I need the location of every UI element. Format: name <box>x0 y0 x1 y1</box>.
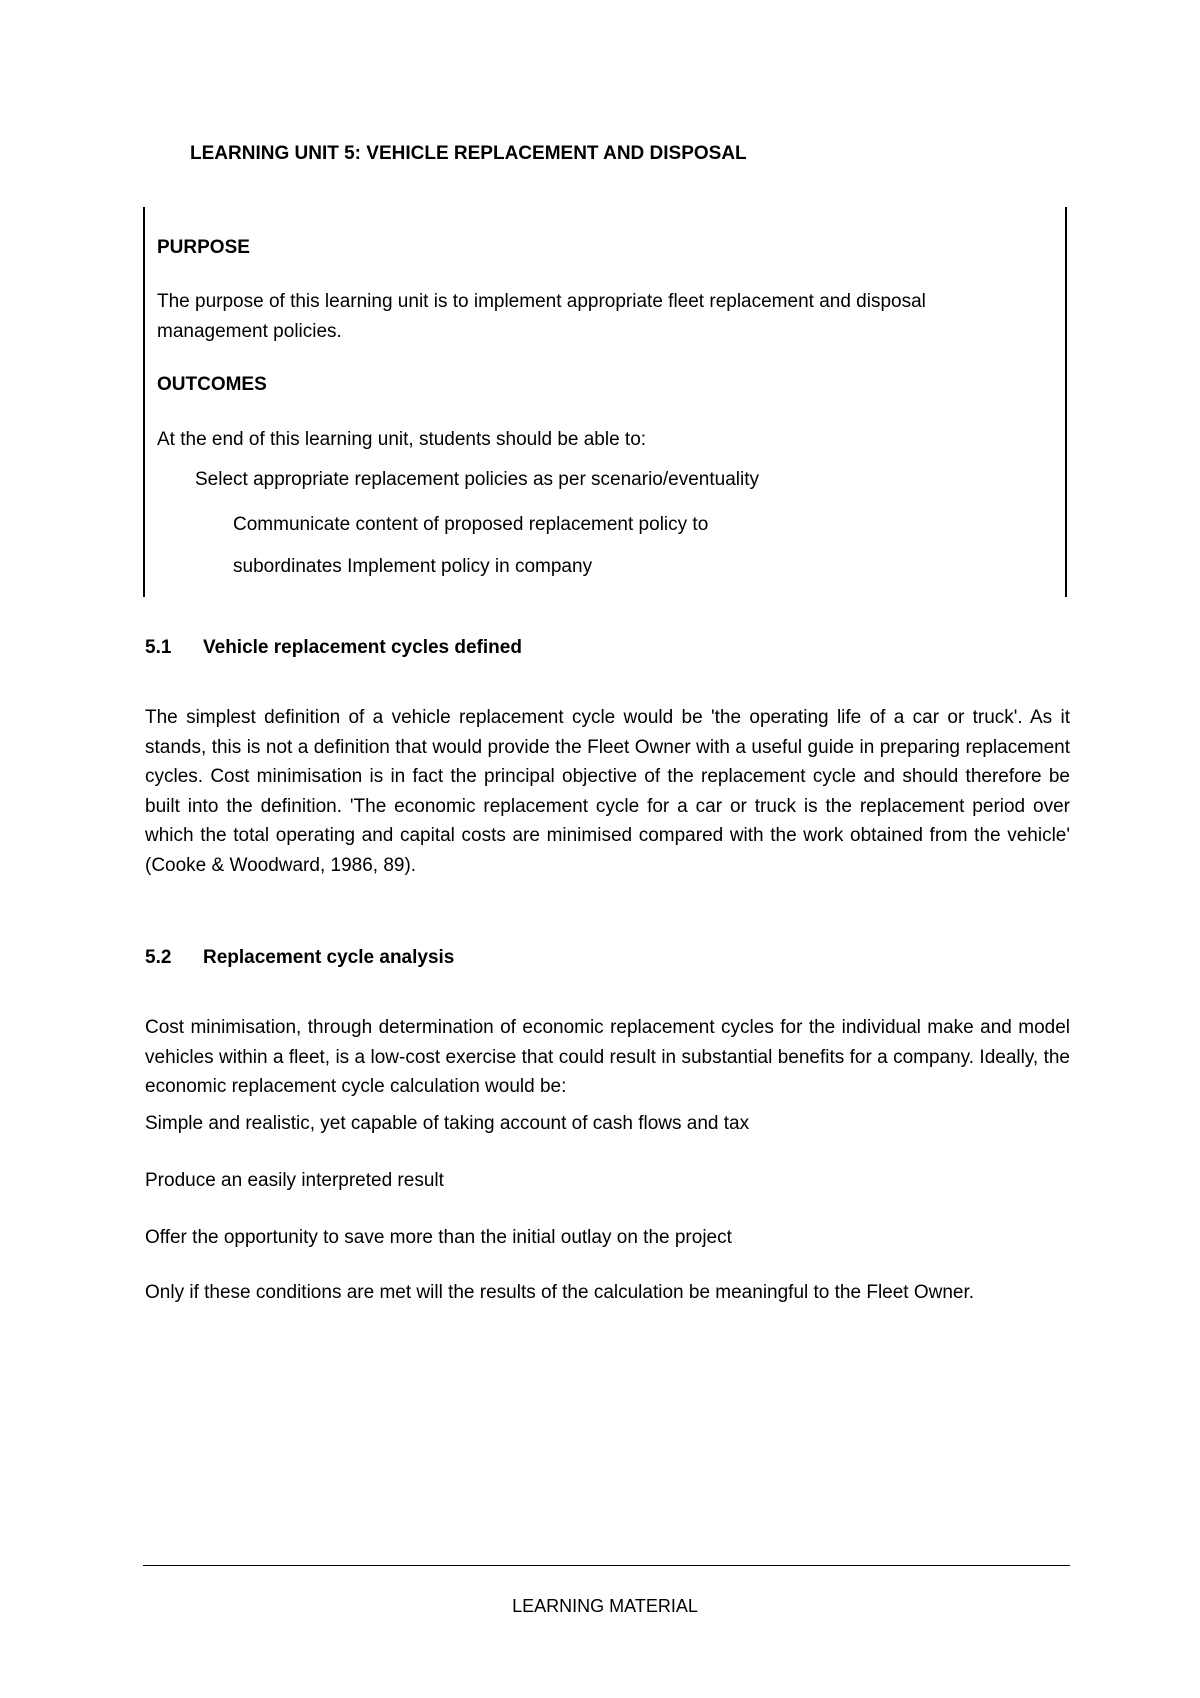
conclusion-paragraph: Only if these conditions are met will the results of the calculation be meaningful to the Fleet Owner. <box>145 1282 975 1303</box>
purpose-heading: PURPOSE <box>157 237 250 258</box>
outcomes-heading: OUTCOMES <box>157 374 267 395</box>
section-title: Replacement cycle analysis <box>203 947 455 968</box>
section-title: Vehicle replacement cycles defined <box>203 637 522 658</box>
section-paragraph: The simplest definition of a vehicle replacement cycle would be 'the operating life of a car or truck'. As it stands, this is not a definition that would provide the Fleet Owner with a useful guide in preparing replacement cycles. Cost minimisation is in fact the principal objective of the replacement cycle and should therefore be built into the definition. 'The economic replacement cycle for a car or truck is the replacement period over which the total operating and capital costs are minimised compared with the work obtained from the vehicle' (Cooke & Woodward, 1986, 89). <box>145 707 1070 876</box>
section-paragraph: Cost minimisation, through determination of economic replacement cycles for the individual make and model vehicles within a fleet, is a low-cost exercise that could result in substantial benefits for a company. Ideally, the economic replacement cycle calculation would be: <box>145 1017 1070 1097</box>
criteria-item: Simple and realistic, yet capable of taking account of cash flows and tax <box>145 1113 750 1134</box>
outcome-item: Select appropriate replacement policies as per scenario/eventuality <box>195 469 759 490</box>
section-number: 5.1 <box>145 637 172 658</box>
section-heading <box>145 947 454 969</box>
outcome-item: Communicate content of proposed replacement policy to <box>233 514 709 535</box>
purpose-text: The purpose of this learning unit is to implement appropriate fleet replacement and disposal management policies. <box>157 291 926 342</box>
section-number: 5.2 <box>145 947 172 968</box>
outcomes-intro: At the end of this learning unit, students should be able to: <box>157 429 647 450</box>
page-footer: LEARNING MATERIAL <box>512 1596 698 1616</box>
footer-rule <box>143 1565 1070 1566</box>
unit-overview-box <box>143 207 1067 597</box>
page-title: LEARNING UNIT 5: VEHICLE REPLACEMENT AND DISPOSAL <box>190 143 747 164</box>
criteria-item: Produce an easily interpreted result <box>145 1170 444 1191</box>
section-heading <box>145 637 522 659</box>
criteria-item: Offer the opportunity to save more than the initial outlay on the project <box>145 1227 732 1248</box>
outcome-item: subordinates Implement policy in company <box>233 556 593 577</box>
